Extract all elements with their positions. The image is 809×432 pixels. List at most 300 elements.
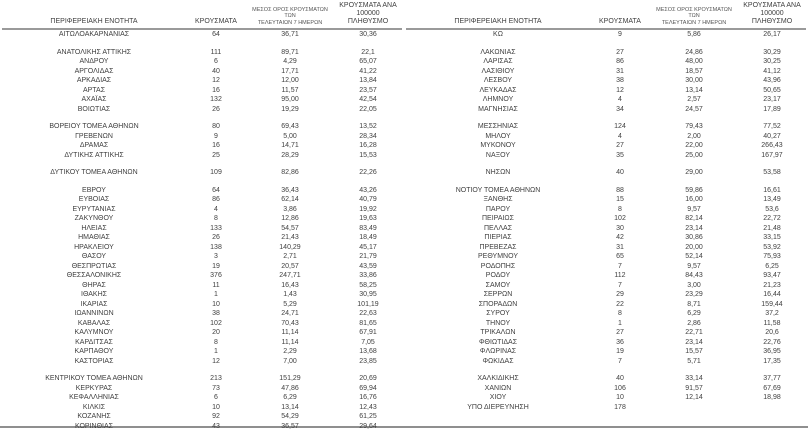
cell-per100k: 21,48 [763, 224, 781, 232]
cell-cases: 106 [614, 384, 626, 392]
cell-avg7: 9,57 [687, 262, 701, 270]
cell-avg7: 12,00 [281, 77, 299, 84]
table-row [2, 309, 402, 319]
cell-cases: 109 [210, 169, 222, 176]
cell-per100k [738, 403, 806, 413]
cell-region: ΒΟΡΕΙΟΥ ΤΟΜΕΑ ΑΘΗΝΩΝ [49, 123, 139, 130]
cell-region: ΞΑΝΘΗΣ [483, 196, 513, 203]
table-row [2, 186, 402, 196]
table-row [406, 76, 806, 86]
cell-avg7: 48,00 [685, 58, 703, 65]
cell-per100k: 16,28 [359, 142, 377, 149]
cell-per100k: 19,92 [359, 205, 377, 213]
cell-cases: 73 [212, 384, 220, 392]
table-row [2, 393, 402, 403]
cell-cases: 86 [616, 58, 624, 65]
table-row [2, 422, 402, 432]
cell-region: ΕΥΡΥΤΑΝΙΑΣ [72, 205, 116, 213]
cell-avg7: 2,57 [687, 96, 701, 103]
cell-region: ΠΕΛΛΑΣ [483, 224, 513, 232]
cell-per100k: 21,23 [763, 281, 781, 289]
table-row [406, 95, 806, 105]
cell-avg7: 54,57 [281, 224, 299, 232]
cell-cases: 16 [212, 142, 220, 149]
cell-cases: 15 [616, 196, 624, 203]
cell-per100k: 53,92 [763, 243, 781, 251]
cell-per100k: 13,68 [359, 348, 377, 355]
cell-region: ΚΙΛΚΙΣ [82, 403, 106, 411]
cell-cases: 36 [616, 338, 624, 346]
cell-cases: 3 [214, 253, 218, 260]
cell-cases: 43 [212, 422, 220, 430]
table-row [2, 243, 402, 253]
cell-region: ΖΑΚΥΝΘΟΥ [74, 215, 114, 222]
table-row [406, 233, 806, 243]
cell-avg7: 22,71 [685, 329, 703, 336]
column-header-region [2, 2, 186, 29]
cell-cases: 213 [210, 375, 222, 382]
cell-avg7: 79,43 [685, 123, 703, 130]
cell-cases: 11 [212, 281, 220, 289]
cell-cases: 10 [212, 300, 220, 308]
cell-per100k: 13,84 [359, 77, 377, 84]
cell-region: ΙΩΑΝΝΙΝΩΝ [74, 310, 114, 317]
cell-cases: 65 [616, 253, 624, 260]
group-spacer [2, 366, 402, 374]
table-row [406, 67, 806, 77]
cell-region: ΣΥΡΟΥ [486, 310, 510, 317]
column-header-cases-label: ΚΡΟΥΣΜΑΤΑ [195, 18, 237, 25]
cell-avg7: 91,57 [685, 384, 703, 392]
table-row [2, 168, 402, 178]
cell-avg7: 11,14 [281, 329, 299, 336]
cell-region: ΗΜΑΘΙΑΣ [78, 234, 110, 241]
cell-per100k: 67,91 [359, 329, 377, 336]
cell-region: ΠΑΡΟΥ [485, 205, 511, 213]
cell-avg7: 24,86 [685, 48, 703, 56]
table-row [406, 141, 806, 151]
cell-per100k: 23,57 [359, 86, 377, 94]
table-row [2, 347, 402, 357]
cell-cases: 6 [214, 394, 218, 401]
cell-region: ΡΟΔΟΥ [485, 272, 511, 279]
cell-region: ΚΕΝΤΡΙΚΟΥ ΤΟΜΕΑ ΑΘΗΝΩΝ [45, 375, 143, 382]
cell-cases: 10 [212, 403, 220, 411]
cell-cases: 1 [214, 348, 218, 355]
cell-region: ΧΑΛΚΙΔΙΚΗΣ [477, 375, 519, 382]
cell-region: ΚΑΡΠΑΘΟΥ [74, 348, 114, 355]
cell-cases: 4 [618, 132, 622, 140]
cell-per100k: 17,35 [763, 357, 781, 365]
cell-cases: 7 [618, 357, 622, 365]
cell-avg7: 9,57 [687, 205, 701, 213]
cell-cases: 27 [616, 329, 624, 336]
cell-per100k: 22,72 [763, 215, 781, 222]
cell-cases: 102 [614, 215, 626, 222]
column-header-avg7: ΜΕΣΟΣ ΟΡΟΣ ΚΡΟΥΣΜΑΤΩΝ ΤΩΝ ΤΕΛΕΥΤΑΙΩΝ 7 ΗΜΕΡΩΝ [246, 2, 334, 29]
cell-cases: 64 [212, 186, 220, 194]
cell-cases: 26 [212, 234, 220, 241]
cell-region: ΘΕΣΣΑΛΟΝΙΚΗΣ [66, 272, 122, 279]
table-row [2, 328, 402, 338]
cell-cases: 88 [616, 186, 624, 194]
cell-avg7: 2,00 [687, 132, 701, 140]
cell-per100k: 42,54 [359, 96, 377, 103]
cell-avg7: 16,43 [281, 281, 299, 289]
cell-avg7: 18,57 [685, 67, 703, 75]
group-spacer [2, 40, 402, 48]
table-row [2, 233, 402, 243]
cell-region: ΓΡΕΒΕΝΩΝ [75, 132, 113, 140]
cell-cases: 7 [618, 281, 622, 289]
table-row [2, 403, 402, 413]
table-row [2, 262, 402, 272]
cell-avg7: 30,00 [685, 77, 703, 84]
table-row [406, 224, 806, 234]
table-row [2, 224, 402, 234]
table-row [406, 122, 806, 132]
table-row [406, 347, 806, 357]
cell-cases: 27 [616, 142, 624, 149]
table-row [2, 271, 402, 281]
cell-region: ΙΘΑΚΗΣ [81, 291, 107, 298]
cell-avg7: 28,29 [281, 151, 299, 159]
cell-per100k: 30,95 [359, 291, 377, 298]
cell-per100k: 13,52 [359, 123, 377, 130]
cell-cases: 133 [210, 224, 222, 232]
group-spacer [2, 178, 402, 186]
regional-cases-table-right [406, 2, 806, 412]
table-row [2, 95, 402, 105]
cell-per100k: 6,25 [765, 262, 779, 270]
cell-avg7: 19,29 [281, 105, 299, 113]
cell-per100k: 33,86 [359, 272, 377, 279]
cell-per100k: 41,22 [359, 67, 377, 75]
cell-per100k: 18,98 [763, 394, 781, 401]
cell-region: ΣΕΡΡΩΝ [483, 291, 513, 298]
cell-region: ΔΥΤΙΚΟΥ ΤΟΜΕΑ ΑΘΗΝΩΝ [50, 169, 138, 176]
cell-cases: 19 [212, 262, 220, 270]
cell-region: ΑΧΑΪΑΣ [81, 96, 107, 103]
cell-per100k: 20,69 [359, 375, 377, 382]
cell-per100k: 18,49 [359, 234, 377, 241]
cell-region: ΘΗΡΑΣ [82, 281, 106, 289]
cell-region: ΛΑΚΩΝΙΑΣ [480, 48, 516, 56]
cell-cases: 6 [214, 58, 218, 65]
cell-avg7: 36,57 [281, 422, 299, 430]
cell-cases: 112 [614, 272, 626, 279]
cell-cases: 34 [616, 105, 624, 113]
table-row [406, 309, 806, 319]
cell-cases: 12 [616, 86, 624, 94]
cell-region: ΜΑΓΝΗΣΙΑΣ [478, 105, 518, 113]
cell-region: ΥΠΟ ΔΙΕΡΕΥΝΗΣΗ [467, 403, 529, 411]
cell-avg7: 5,00 [283, 132, 297, 140]
table-row [406, 384, 806, 394]
cell-per100k: 22,76 [763, 338, 781, 346]
column-header-per100k: ΚΡΟΥΣΜΑΤΑ ΑΝΑ 100000 ΠΛΗΘΥΣΜΟ [738, 2, 806, 29]
cell-cases: 8 [618, 205, 622, 213]
cell-cases: 138 [210, 243, 222, 251]
cell-per100k: 167,97 [761, 151, 783, 159]
cell-avg7: 30,86 [685, 234, 703, 241]
table-row [406, 105, 806, 115]
table-row [406, 271, 806, 281]
cell-avg7: 12,86 [281, 215, 299, 222]
cell-cases: 38 [212, 310, 220, 317]
cell-region: ΜΥΚΟΝΟΥ [480, 142, 516, 149]
cell-avg7: 2,29 [283, 348, 297, 355]
cell-region: ΠΡΕΒΕΖΑΣ [479, 243, 517, 251]
cell-per100k: 83,49 [359, 224, 377, 232]
cell-avg7: 16,00 [685, 196, 703, 203]
regional-cases-table-right-panel [404, 2, 808, 428]
cell-avg7: 12,14 [685, 394, 703, 401]
table-row [406, 29, 806, 40]
table-body-left [2, 29, 402, 431]
cell-cases: 42 [616, 234, 624, 241]
cell-region: ΛΑΣΙΘΙΟΥ [481, 67, 515, 75]
cell-cases: 31 [616, 67, 624, 75]
table-row [2, 29, 402, 40]
cell-region: ΦΩΚΙΔΑΣ [482, 357, 514, 365]
cell-region: ΚΑΛΥΜΝΟΥ [74, 329, 114, 336]
cell-avg7: 20,57 [281, 262, 299, 270]
cell-region: ΒΟΙΩΤΙΑΣ [77, 105, 111, 113]
cell-avg7: 14,71 [281, 142, 299, 149]
cell-avg7: 23,29 [685, 291, 703, 298]
cell-cases: 111 [210, 48, 222, 56]
cell-avg7: 13,14 [685, 86, 703, 94]
table-row [406, 151, 806, 161]
cell-avg7: 7,00 [283, 357, 297, 365]
table-body-right [406, 29, 806, 412]
cell-cases: 40 [616, 169, 624, 176]
cell-region: ΚΟΡΙΝΘΙΑΣ [75, 422, 113, 430]
table-row [2, 76, 402, 86]
cell-avg7: 24,57 [685, 105, 703, 113]
cell-region: ΤΗΝΟΥ [485, 319, 511, 327]
cell-cases: 25 [212, 151, 220, 159]
cell-region: ΑΡΤΑΣ [82, 86, 106, 94]
cell-cases: 9 [214, 132, 218, 140]
cell-avg7: 59,86 [685, 186, 703, 194]
table-row [406, 214, 806, 224]
cell-cases: 7 [618, 262, 622, 270]
cell-per100k: 29,64 [359, 422, 377, 430]
cell-per100k: 50,65 [763, 86, 781, 94]
table-row [2, 122, 402, 132]
table-row [406, 262, 806, 272]
table-row [2, 105, 402, 115]
table-row [2, 384, 402, 394]
cell-region: ΔΥΤΙΚΗΣ ΑΤΤΙΚΗΣ [64, 151, 124, 159]
cell-region: ΛΗΜΝΟΥ [482, 96, 514, 103]
cell-region: ΣΑΜΟΥ [485, 281, 511, 289]
cell-per100k: 22,63 [359, 310, 377, 317]
cell-avg7: 54,29 [281, 413, 299, 420]
cell-region: ΠΙΕΡΙΑΣ [484, 234, 512, 241]
cell-avg7: 21,43 [281, 234, 299, 241]
table-row [2, 319, 402, 329]
cell-region: ΕΥΒΟΙΑΣ [78, 196, 110, 203]
cell-per100k: 28,34 [359, 132, 377, 140]
table-row [2, 281, 402, 291]
cell-cases: 124 [614, 123, 626, 130]
cell-cases: 38 [616, 77, 624, 84]
group-spacer [406, 40, 806, 48]
cell-avg7: 8,71 [687, 300, 701, 308]
table-row [2, 412, 402, 422]
cell-avg7: 36,43 [281, 186, 299, 194]
cell-avg7: 20,00 [685, 243, 703, 251]
cell-per100k: 65,07 [359, 58, 377, 65]
group-spacer [406, 114, 806, 122]
cell-region: ΛΑΡΙΣΑΣ [483, 58, 513, 65]
cell-cases: 20 [212, 329, 220, 336]
cell-region: ΣΠΟΡΑΔΩΝ [478, 300, 518, 308]
cell-per100k: 43,26 [359, 186, 377, 194]
cell-region: ΡΕΘΥΜΝΟΥ [477, 253, 518, 260]
cell-cases: 8 [214, 338, 218, 346]
cell-per100k: 23,17 [763, 96, 781, 103]
cell-avg7: 25,00 [685, 151, 703, 159]
cell-per100k: 40,27 [763, 132, 781, 140]
group-spacer [2, 114, 402, 122]
cell-cases: 30 [616, 224, 624, 232]
cell-cases: 35 [616, 151, 624, 159]
cell-region: ΛΕΣΒΟΥ [483, 77, 513, 84]
table-row [2, 195, 402, 205]
cell-per100k: 61,25 [359, 413, 377, 420]
cell-avg7: 47,86 [281, 384, 299, 392]
table-row [406, 243, 806, 253]
cell-per100k: 30,36 [359, 31, 377, 38]
cell-per100k: 17,89 [763, 105, 781, 113]
cell-avg7: 2,86 [687, 319, 701, 327]
table-row [406, 205, 806, 215]
column-header-region-label: ΠΕΡΙΦΕΡΕΙΑΚΗ ΕΝΟΤΗΤΑ [50, 18, 138, 25]
table-row [2, 141, 402, 151]
table-row [406, 357, 806, 367]
table-row [2, 86, 402, 96]
table-header-row [2, 2, 402, 29]
group-spacer [406, 178, 806, 186]
cell-avg7: 4,29 [283, 58, 297, 65]
cell-per100k: 77,52 [763, 123, 781, 130]
cell-per100k: 19,63 [359, 215, 377, 222]
regional-cases-table-left-panel [0, 2, 404, 428]
table-header-row [406, 2, 806, 29]
cell-region: ΑΝΑΤΟΛΙΚΗΣ ΑΤΤΙΚΗΣ [56, 48, 132, 56]
cell-region: ΗΛΕΙΑΣ [81, 224, 107, 232]
cell-cases: 40 [616, 375, 624, 382]
cell-per100k: 16,44 [763, 291, 781, 298]
cell-cases: 80 [212, 123, 220, 130]
cell-cases: 8 [618, 310, 622, 317]
table-row [406, 328, 806, 338]
cell-per100k: 37,77 [763, 375, 781, 382]
cell-cases: 64 [212, 31, 220, 38]
cell-avg7: 11,14 [281, 338, 299, 346]
cell-cases: 12 [212, 77, 220, 84]
cell-avg7 [650, 403, 738, 413]
cell-region: ΑΡΓΟΛΙΔΑΣ [74, 67, 114, 75]
cell-per100k: 16,76 [359, 394, 377, 401]
cell-per100k: 7,05 [361, 338, 375, 346]
cell-cases: 86 [212, 196, 220, 203]
table-row [406, 393, 806, 403]
table-row [406, 300, 806, 310]
cell-avg7: 13,14 [281, 403, 299, 411]
cell-per100k: 43,59 [359, 262, 377, 270]
table-row [406, 186, 806, 196]
cell-region: ΡΟΔΟΠΗΣ [480, 262, 516, 270]
cell-cases: 92 [212, 413, 220, 420]
cell-cases: 29 [616, 291, 624, 298]
cell-per100k: 22,26 [359, 169, 377, 176]
cell-region: ΕΒΡΟΥ [82, 186, 106, 194]
table-row [2, 48, 402, 58]
cell-avg7: 140,29 [279, 243, 301, 251]
cell-avg7: 151,29 [279, 375, 301, 382]
cell-avg7: 69,43 [281, 123, 299, 130]
cell-per100k: 101,19 [357, 300, 379, 308]
cell-avg7: 82,14 [685, 215, 703, 222]
cell-per100k: 40,79 [359, 196, 377, 203]
table-row [406, 290, 806, 300]
table-row [406, 281, 806, 291]
cell-region: ΔΡΑΜΑΣ [79, 142, 109, 149]
cell-region: ΜΕΣΣΗΝΙΑΣ [477, 123, 519, 130]
group-spacer [2, 160, 402, 168]
column-header-region [406, 2, 590, 29]
cell-per100k: 81,65 [359, 319, 377, 327]
cell-region: ΑΝΔΡΟΥ [79, 58, 109, 65]
cell-per100k: 23,85 [359, 357, 377, 365]
cell-avg7: 84,43 [685, 272, 703, 279]
cell-per100k: 11,58 [763, 319, 781, 327]
table-row [406, 168, 806, 178]
cell-per100k: 33,15 [763, 234, 781, 241]
cell-per100k: 266,43 [761, 142, 783, 149]
table-row [2, 67, 402, 77]
table-row [2, 290, 402, 300]
cell-avg7: 89,71 [281, 48, 299, 56]
cell-cases: 1 [618, 319, 622, 327]
cell-per100k: 22,05 [359, 105, 377, 113]
cell-cases: 12 [212, 357, 220, 365]
table-row [2, 357, 402, 367]
cell-region: ΑΡΚΑΔΙΑΣ [76, 77, 112, 84]
cell-avg7: 33,14 [685, 375, 703, 382]
column-header-cases [186, 2, 246, 29]
cell-avg7: 3,00 [687, 281, 701, 289]
cell-avg7: 23,14 [685, 224, 703, 232]
cell-avg7: 6,29 [283, 394, 297, 401]
cell-avg7: 22,00 [685, 142, 703, 149]
cell-cases: 4 [618, 96, 622, 103]
table-row [406, 252, 806, 262]
cell-per100k: 13,49 [763, 196, 781, 203]
column-header-per100k: ΚΡΟΥΣΜΑΤΑ ΑΝΑ 100000 ΠΛΗΘΥΣΜΟ [334, 2, 402, 29]
cell-cases: 8 [214, 215, 218, 222]
cell-per100k: 58,25 [359, 281, 377, 289]
cell-avg7: 3,86 [283, 205, 297, 213]
cell-avg7: 70,43 [281, 319, 299, 327]
cell-per100k: 20,6 [765, 329, 779, 336]
cell-per100k: 37,2 [765, 310, 779, 317]
